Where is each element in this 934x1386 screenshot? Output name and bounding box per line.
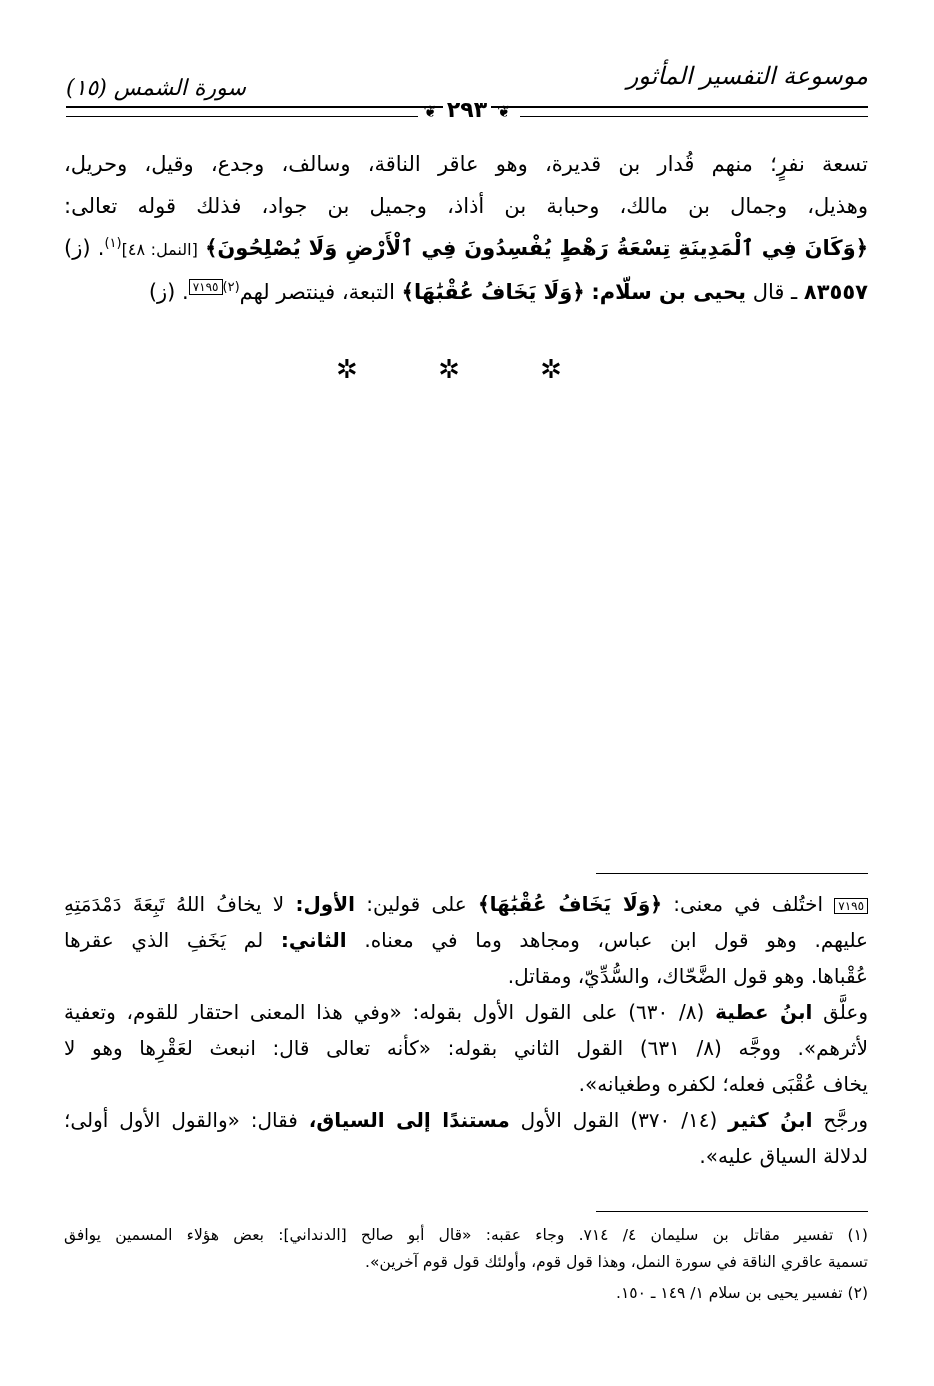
ornament-icon: ❦ bbox=[423, 102, 437, 121]
commentary-line: يخاف عُقْبَى فعله؛ لكفره وطغيانه». bbox=[578, 1072, 868, 1096]
narration-text: ـ قال bbox=[752, 280, 798, 304]
footnote-marker: (٢) bbox=[222, 280, 240, 295]
quran-verse: ﴿وَكَانَ فِي ٱلْمَدِينَةِ تِسْعَةُ رَهْطٍ يُفْسِدُونَ فِي ٱلْأَرْضِ وَلَا يُصْلِحُونَ﴾ bbox=[205, 236, 868, 260]
narration-number: ٨٣٥٥٧ bbox=[803, 280, 868, 304]
commentary-line bbox=[64, 994, 868, 1030]
footnote-marker: (١) bbox=[104, 236, 122, 251]
commentary-text: لم يَخَفِ الذي عقرها bbox=[64, 928, 264, 952]
footnote-line: (٢) تفسير يحيى بن سلام ١/ ١٤٩ ـ ١٥٠. bbox=[616, 1284, 868, 1302]
commentary-text: (٨/ ٦٣٠) على القول الأول بقوله: «وفي هذا المعنى احتقار للقوم، وتعفية bbox=[64, 1000, 705, 1024]
narration-text: التبعة، فينتصر لهم bbox=[239, 280, 395, 304]
source-code: . (ز) bbox=[64, 236, 105, 260]
footnotes-block bbox=[64, 1222, 868, 1307]
commentary-text: لا يخافُ اللهُ تَبِعَةَ دَمْدَمَتِهِ bbox=[64, 892, 285, 916]
commentary-text: عليهم. وهو قول ابن عباس، ومجاهد وما في معناه. bbox=[364, 928, 868, 952]
scholar-name: ابنُ عطية bbox=[715, 1000, 813, 1024]
footnote-line: (١) تفسير مقاتل بن سليمان ٤/ ٧١٤. وجاء عقبه: «قال أبو صالح [الدنداني]: بعض هؤلاء المسمين يوافق bbox=[64, 1226, 868, 1244]
commentary-number-box: ٧١٩٥ bbox=[834, 898, 868, 914]
book-title: موسوعة التفسير المأثور bbox=[626, 62, 868, 90]
opinion-label: الثاني: bbox=[280, 928, 347, 952]
commentary-text: وعلَّق bbox=[823, 1000, 868, 1024]
commentary-line: لأثرهم». ووجَّه (٨/ ٦٣١) القول الثاني بقوله: «كأنه تعالى قال: انبعث لعَقْرِها وهو لا bbox=[64, 1036, 868, 1060]
source-code: . (ز) bbox=[148, 280, 189, 304]
page-number-row bbox=[0, 98, 934, 123]
commentary-line: عُقْباها. وهو قول الضَّحّاك، والسُّدِّيّ، ومقاتل. bbox=[507, 964, 868, 988]
ornament-icon: ❦ bbox=[497, 102, 511, 121]
narrator-name: يحيى بن سلّام: bbox=[591, 280, 746, 304]
footnote-rule bbox=[596, 1211, 868, 1212]
scholar-name: ابنُ كثير bbox=[728, 1108, 813, 1132]
body-line-quran bbox=[64, 227, 868, 271]
page-number: ٢٩٣ bbox=[443, 98, 491, 123]
commentary-line bbox=[64, 886, 868, 922]
commentary-ref-box: ٧١٩٥ bbox=[189, 279, 223, 295]
narration-line bbox=[64, 271, 868, 313]
commentary-rule bbox=[596, 873, 868, 874]
commentary-block bbox=[64, 886, 868, 1174]
commentary-text: اختُلف في معنى: bbox=[673, 892, 824, 916]
main-text bbox=[64, 143, 868, 313]
body-line: وهذيل، وجمال بن مالك، وحبابة بن أذاذ، وجميل بن جواد، فذلك قوله تعالى: bbox=[64, 194, 868, 218]
commentary-text: فقال: «والقول الأول أولى؛ bbox=[64, 1108, 298, 1132]
commentary-text: على قولين: bbox=[366, 892, 467, 916]
commentary-emphasis: مستندًا إلى السياق، bbox=[308, 1108, 510, 1132]
surah-title: سورة الشمس (١٥) bbox=[66, 76, 246, 101]
quran-verse: ﴿وَلَا يَخَافُ عُقْبَٰهَا﴾ bbox=[401, 280, 585, 304]
commentary-line bbox=[64, 1102, 868, 1138]
footnote-line: تسمية عاقري الناقة في سورة النمل، وهذا قول قوم، وأولئك قول قوم آخرين». bbox=[365, 1253, 868, 1271]
body-line: تسعة نفرٍ؛ منهم قُدار بن قديرة، وهو عاقر الناقة، وسالف، وجدع، وقيل، وحريل، bbox=[64, 152, 868, 176]
commentary-line bbox=[64, 922, 868, 958]
opinion-label: الأول: bbox=[295, 892, 355, 916]
quran-verse: ﴿وَلَا يَخَافُ عُقْبَٰهَا﴾ bbox=[477, 892, 662, 916]
commentary-text: (١٤/ ٣٧٠) القول الأول bbox=[520, 1108, 718, 1132]
commentary-line: لدلالة السياق عليه». bbox=[699, 1144, 868, 1168]
verse-reference: [النمل: ٤٨] bbox=[121, 240, 198, 259]
commentary-text: ورجَّح bbox=[823, 1108, 868, 1132]
section-separator: ✲ ✲ ✲ bbox=[336, 355, 598, 385]
